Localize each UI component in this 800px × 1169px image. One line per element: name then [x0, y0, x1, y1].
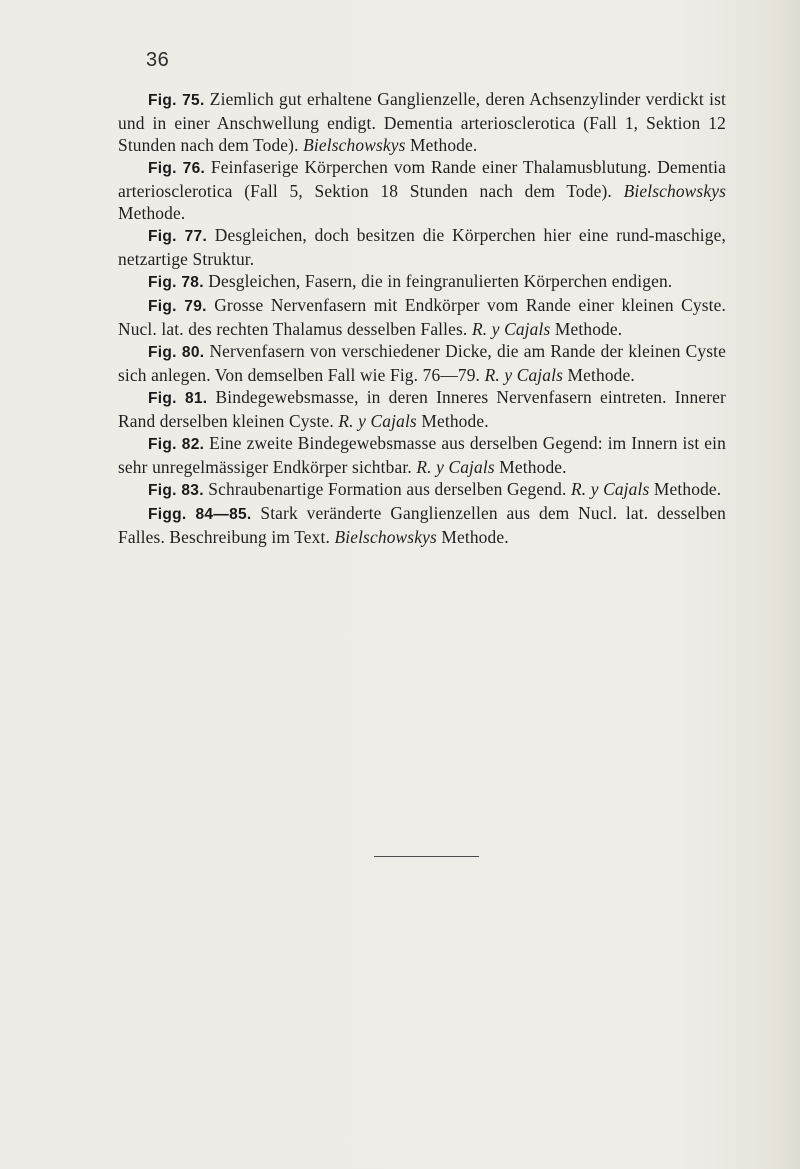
caption-method-name: Bielschowskys [334, 527, 437, 547]
caption-text: Desgleichen, doch besitzen die Körperchen hier eine rund-maschige, netzartige Struktur. [118, 225, 726, 269]
caption-text: Feinfaserige Körperchen vom Rande einer Thalamusblutung. Dementia arteriosclerotica (Fall 5, Sektion 18 Stunden nach dem Tode). [118, 157, 726, 201]
caption-fig-78 [118, 270, 726, 294]
end-rule [374, 856, 479, 857]
figure-captions [118, 88, 726, 548]
caption-text: Eine zweite Bindegewebsmasse aus derselben Gegend: im Innern ist ein sehr unregelmässiger Endkörper sichtbar. [118, 433, 727, 477]
caption-method-name: Bielschowskys [303, 135, 406, 155]
page-number: 36 [146, 49, 170, 71]
caption-text: Schraubenartige Formation aus derselben Gegend. [203, 479, 571, 499]
caption-fig-81 [118, 386, 726, 432]
caption-label: Fig. 79. [148, 298, 207, 315]
caption-text: Methode. [416, 411, 489, 431]
caption-fig-75 [118, 88, 726, 156]
caption-text: Stark veränderte Ganglienzellen aus dem Nucl. lat. desselben Falles. Beschreibung im Text. [118, 503, 727, 547]
caption-label: Fig. 81. [148, 390, 208, 407]
caption-text: Desgleichen, Fasern, die in feingranulierten Körperchen endigen. [203, 271, 673, 291]
caption-fig-83 [118, 478, 726, 502]
caption-method-name: R. y Cajals [471, 319, 551, 339]
caption-text: Methode. [405, 135, 478, 155]
caption-text: Grosse Nervenfasern mit Endkörper vom Rande einer kleinen Cyste. Nucl. lat. des rechten Thalamus desselben Falles. [118, 295, 726, 339]
caption-text: Methode. [494, 457, 567, 477]
caption-method-name: R. y Cajals [570, 479, 650, 499]
caption-text: Methode. [550, 319, 623, 339]
caption-text: Bindegewebsmasse, in deren Inneres Nervenfasern eintreten. Innerer Rand derselben kleinen Cyste. [118, 387, 726, 431]
caption-label: Fig. 82. [148, 436, 205, 453]
caption-text: Methode. [436, 527, 509, 547]
caption-label: Fig. 78. [148, 274, 204, 291]
caption-text: Methode. [118, 203, 186, 223]
caption-label: Fig. 75. [148, 92, 205, 109]
caption-fig-82 [118, 432, 726, 478]
caption-text: Ziemlich gut erhaltene Ganglienzelle, deren Achsenzylinder verdickt ist und in einer Anschwellung endigt. Dementia arteriosclerotica (Fall 1, Sektion 12 Stunden nach dem Tode). [118, 89, 726, 155]
caption-label: Figg. 84—85. [148, 506, 252, 523]
caption-method-name: R. y Cajals [416, 457, 495, 477]
caption-method-name: R. y Cajals [338, 411, 417, 431]
caption-label: Fig. 80. [148, 344, 205, 361]
caption-method-name: R. y Cajals [484, 365, 564, 385]
caption-fig-77 [118, 224, 726, 270]
caption-figg-84-85 [118, 502, 726, 548]
caption-fig-79 [118, 294, 726, 340]
caption-label: Fig. 83. [148, 482, 204, 499]
caption-fig-80 [118, 340, 726, 386]
caption-label: Fig. 77. [148, 228, 208, 245]
caption-text: Nervenfasern von verschiedener Dicke, die am Rande der kleinen Cyste sich anlegen. Von demselben Fall wie Fig. 76—79. [118, 341, 726, 385]
caption-label: Fig. 76. [148, 160, 206, 177]
caption-text: Methode. [649, 479, 722, 499]
caption-text: Methode. [563, 365, 635, 385]
caption-fig-76 [118, 156, 726, 224]
caption-method-name: Bielschowskys [623, 181, 726, 201]
